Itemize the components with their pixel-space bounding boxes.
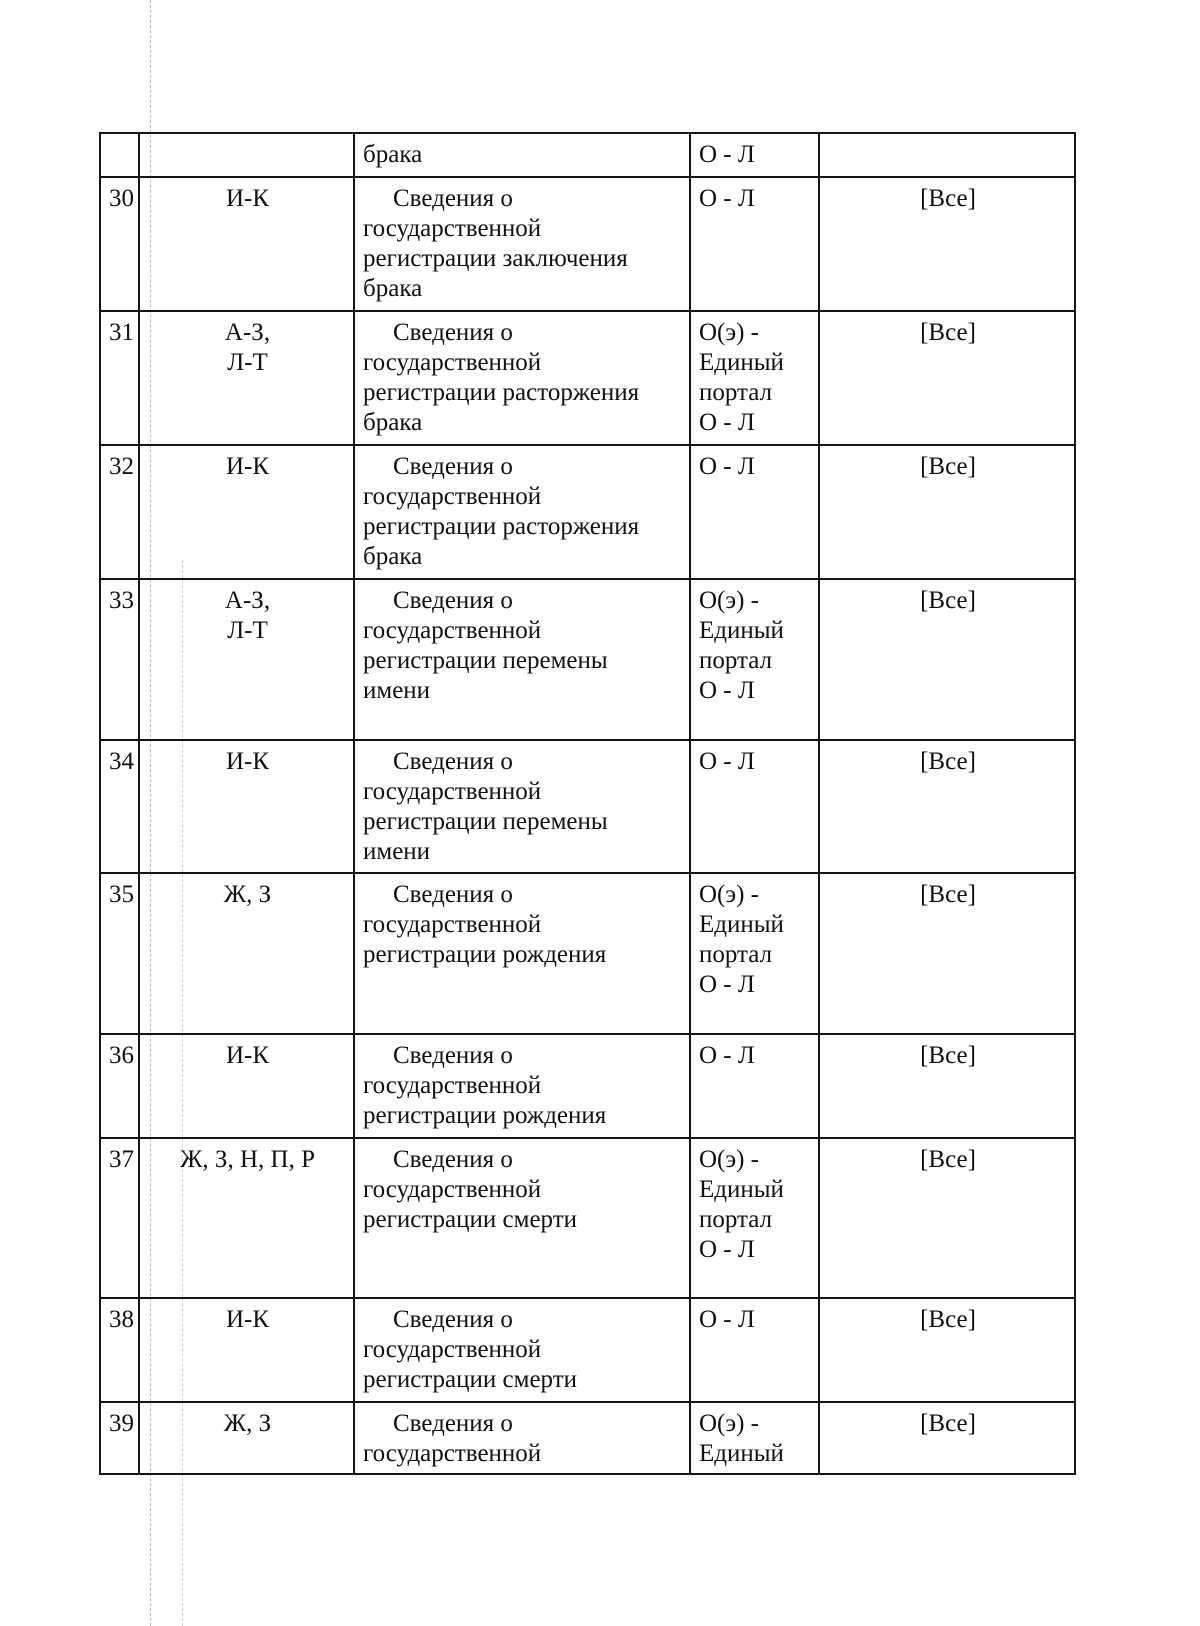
description-line xyxy=(363,807,683,837)
letter-range-line: Ж, З xyxy=(223,1410,272,1437)
table-row xyxy=(100,1138,1075,1298)
description-text: Сведения о xyxy=(393,748,513,775)
source-cell xyxy=(690,1402,819,1474)
description-cell xyxy=(354,579,690,740)
description-text: государственной xyxy=(363,1176,542,1203)
access-cell: [Все] xyxy=(819,1402,1075,1474)
letter-range-line: Ж, З xyxy=(223,881,272,908)
description-text: регистрации рождения xyxy=(363,1102,607,1129)
description-line xyxy=(363,244,683,274)
table-row xyxy=(100,1402,1075,1474)
description-text: государственной xyxy=(363,617,542,644)
description-line xyxy=(363,348,683,378)
description-line xyxy=(363,140,683,170)
access-cell: [Все] xyxy=(819,740,1075,873)
letter-range-line: И-К xyxy=(225,748,270,775)
description-text: регистрации перемены xyxy=(363,808,608,835)
description-text: Сведения о xyxy=(393,453,513,480)
table-row xyxy=(100,1034,1075,1138)
description-line xyxy=(363,1409,683,1439)
description-line xyxy=(363,940,683,970)
row-number-cell: 37 xyxy=(100,1138,139,1298)
row-number-cell: 38 xyxy=(100,1298,139,1402)
access-cell: [Все] xyxy=(819,177,1075,311)
source-cell xyxy=(690,579,819,740)
row-number-cell: 32 xyxy=(100,445,139,579)
description-line xyxy=(363,837,683,867)
source-line: Единый xyxy=(699,617,784,644)
letter-range-line: И-К xyxy=(225,1042,270,1069)
source-cell xyxy=(690,133,819,177)
description-line xyxy=(363,1101,683,1131)
table-row xyxy=(100,579,1075,740)
letter-range-cell xyxy=(139,1402,354,1474)
letter-range-cell xyxy=(139,1298,354,1402)
letter-range-line: И-К xyxy=(225,1306,270,1333)
description-cell xyxy=(354,740,690,873)
description-line xyxy=(363,318,683,348)
description-text: регистрации смерти xyxy=(363,1366,578,1393)
row-number-cell: 33 xyxy=(100,579,139,740)
source-cell xyxy=(690,1138,819,1298)
source-cell xyxy=(690,873,819,1034)
source-line: О - Л xyxy=(699,141,755,168)
description-cell xyxy=(354,873,690,1034)
description-line xyxy=(363,1439,683,1469)
description-line xyxy=(363,1335,683,1365)
row-number-cell: 39 xyxy=(100,1402,139,1474)
description-text: Сведения о xyxy=(393,587,513,614)
source-line: портал xyxy=(699,647,773,674)
description-text: государственной xyxy=(363,1440,542,1467)
description-text: брака xyxy=(363,275,423,302)
source-cell xyxy=(690,177,819,311)
table-row xyxy=(100,445,1075,579)
description-line xyxy=(363,1205,683,1235)
description-text: регистрации расторжения xyxy=(363,513,640,540)
registry-table xyxy=(99,132,1076,1475)
description-line xyxy=(363,676,683,706)
access-cell: [Все] xyxy=(819,1034,1075,1138)
source-cell xyxy=(690,1034,819,1138)
description-line xyxy=(363,880,683,910)
description-text: регистрации заключения xyxy=(363,245,628,272)
table-row xyxy=(100,873,1075,1034)
letter-range-cell xyxy=(139,445,354,579)
description-line xyxy=(363,586,683,616)
letter-range-line: Ж, З, Н, П, Р xyxy=(180,1146,315,1173)
source-line: О - Л xyxy=(699,971,755,998)
description-text: Сведения о xyxy=(393,185,513,212)
source-line: О(э) - xyxy=(699,881,760,908)
table-row xyxy=(100,177,1075,311)
description-cell xyxy=(354,177,690,311)
description-text: государственной xyxy=(363,483,542,510)
letter-range-cell xyxy=(139,177,354,311)
source-line: Единый xyxy=(699,1176,784,1203)
source-line: О(э) - xyxy=(699,1410,760,1437)
description-text: регистрации смерти xyxy=(363,1206,578,1233)
description-line xyxy=(363,910,683,940)
access-cell: [Все] xyxy=(819,311,1075,445)
description-text: государственной xyxy=(363,911,542,938)
letter-range-cell xyxy=(139,579,354,740)
source-line: Единый xyxy=(699,349,784,376)
description-text: имени xyxy=(363,838,431,865)
description-line xyxy=(363,1175,683,1205)
description-text: брака xyxy=(363,141,423,168)
source-cell xyxy=(690,445,819,579)
description-cell xyxy=(354,311,690,445)
letter-range-cell xyxy=(139,1034,354,1138)
description-line xyxy=(363,378,683,408)
description-text: регистрации расторжения xyxy=(363,379,640,406)
description-text: государственной xyxy=(363,1336,542,1363)
description-line xyxy=(363,1071,683,1101)
access-cell: [Все] xyxy=(819,1138,1075,1298)
description-line xyxy=(363,482,683,512)
description-line xyxy=(363,274,683,304)
description-line xyxy=(363,747,683,777)
description-line xyxy=(363,646,683,676)
description-line xyxy=(363,184,683,214)
description-text: государственной xyxy=(363,215,542,242)
description-text: государственной xyxy=(363,778,542,805)
table-row xyxy=(100,740,1075,873)
description-line xyxy=(363,1305,683,1335)
source-cell xyxy=(690,740,819,873)
description-text: Сведения о xyxy=(393,1410,513,1437)
source-line: О - Л xyxy=(699,677,755,704)
description-cell xyxy=(354,1034,690,1138)
access-cell xyxy=(819,133,1075,177)
registry-table-body xyxy=(100,133,1075,1474)
access-cell: [Все] xyxy=(819,445,1075,579)
description-line xyxy=(363,777,683,807)
row-number-cell: 34 xyxy=(100,740,139,873)
row-number-cell: 36 xyxy=(100,1034,139,1138)
description-text: Сведения о xyxy=(393,1146,513,1173)
letter-range-cell xyxy=(139,1138,354,1298)
source-line: портал xyxy=(699,1206,773,1233)
table-row xyxy=(100,311,1075,445)
description-text: брака xyxy=(363,409,423,436)
source-cell xyxy=(690,1298,819,1402)
source-line: портал xyxy=(699,379,773,406)
source-line: О - Л xyxy=(699,185,755,212)
description-text: государственной xyxy=(363,349,542,376)
letter-range-line: А-З, xyxy=(224,319,271,346)
source-line: Единый xyxy=(699,911,784,938)
letter-range-cell xyxy=(139,740,354,873)
row-number-cell: 31 xyxy=(100,311,139,445)
source-line: О - Л xyxy=(699,748,755,775)
source-line: О - Л xyxy=(699,1236,755,1263)
table-row xyxy=(100,133,1075,177)
description-text: Сведения о xyxy=(393,319,513,346)
description-line xyxy=(363,452,683,482)
source-line: О(э) - xyxy=(699,587,760,614)
source-line: портал xyxy=(699,941,773,968)
description-line xyxy=(363,214,683,244)
access-cell: [Все] xyxy=(819,1298,1075,1402)
letter-range-line: И-К xyxy=(225,453,270,480)
source-line: Единый xyxy=(699,1440,784,1467)
source-line: О(э) - xyxy=(699,319,760,346)
description-text: регистрации перемены xyxy=(363,647,608,674)
description-text: Сведения о xyxy=(393,1306,513,1333)
letter-range-line: Л-Т xyxy=(227,349,268,376)
source-line: О - Л xyxy=(699,1306,755,1333)
description-cell xyxy=(354,1138,690,1298)
description-cell xyxy=(354,445,690,579)
description-line xyxy=(363,616,683,646)
table-row xyxy=(100,1298,1075,1402)
description-text: брака xyxy=(363,543,423,570)
description-cell xyxy=(354,1298,690,1402)
description-cell xyxy=(354,133,690,177)
description-line xyxy=(363,512,683,542)
description-text: регистрации рождения xyxy=(363,941,607,968)
letter-range-cell xyxy=(139,311,354,445)
letter-range-line: Л-Т xyxy=(227,617,268,644)
description-text: Сведения о xyxy=(393,881,513,908)
letter-range-line: А-З, xyxy=(224,587,271,614)
source-cell xyxy=(690,311,819,445)
row-number-cell: 35 xyxy=(100,873,139,1034)
source-line: О - Л xyxy=(699,409,755,436)
description-text: государственной xyxy=(363,1072,542,1099)
letter-range-cell xyxy=(139,133,354,177)
access-cell: [Все] xyxy=(819,579,1075,740)
row-number-cell: 30 xyxy=(100,177,139,311)
letter-range-line: И-К xyxy=(225,185,270,212)
description-line xyxy=(363,542,683,572)
description-line xyxy=(363,1145,683,1175)
source-line: О - Л xyxy=(699,1042,755,1069)
description-line xyxy=(363,1041,683,1071)
description-cell xyxy=(354,1402,690,1474)
description-line xyxy=(363,408,683,438)
description-line xyxy=(363,1365,683,1395)
source-line: О - Л xyxy=(699,453,755,480)
source-line: О(э) - xyxy=(699,1146,760,1173)
row-number-cell xyxy=(100,133,139,177)
letter-range-cell xyxy=(139,873,354,1034)
access-cell: [Все] xyxy=(819,873,1075,1034)
description-text: имени xyxy=(363,677,431,704)
description-text: Сведения о xyxy=(393,1042,513,1069)
